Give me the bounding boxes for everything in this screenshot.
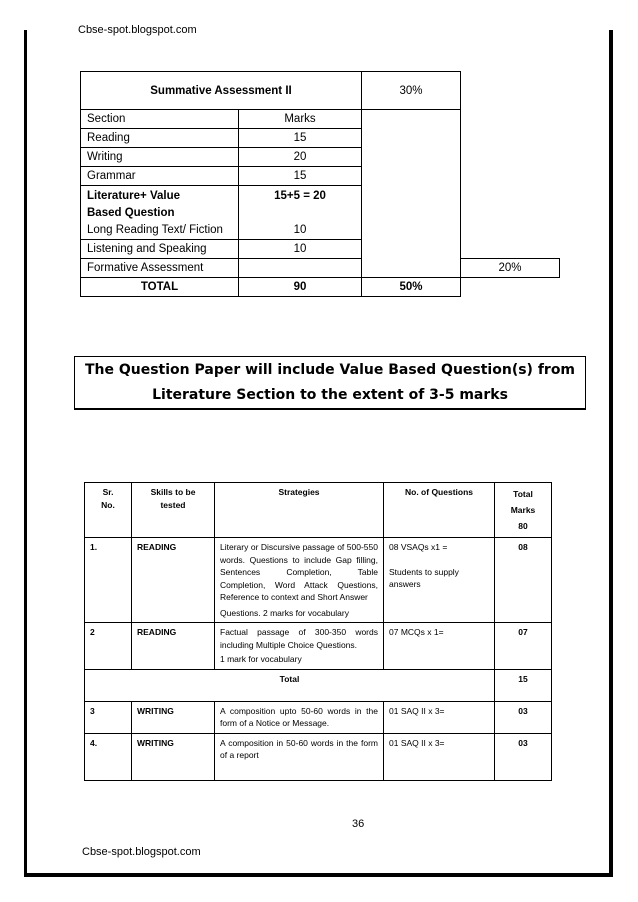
- num-questions-cell: 07 MCQs x 1=: [384, 623, 495, 670]
- total-marks: 90: [239, 278, 362, 297]
- page-border-right: [609, 30, 613, 876]
- table-row: [81, 148, 560, 167]
- table-row: [85, 701, 552, 733]
- skill-cell: READING: [132, 538, 215, 623]
- strategy-text-2: 1 mark for vocabulary: [220, 654, 302, 664]
- long-reading-marks: 10: [293, 224, 307, 236]
- skill-cell: WRITING: [132, 733, 215, 780]
- header-strategies: Strategies: [215, 483, 384, 538]
- marks-cell: 10: [239, 240, 362, 259]
- header-total-line-1: Total: [513, 489, 533, 499]
- summative-title-percent: 30%: [362, 72, 461, 110]
- sr-cell: 2: [85, 623, 132, 670]
- num-questions-cell: 01 SAQ II x 3=: [384, 701, 495, 733]
- marks-cell: 15: [239, 167, 362, 186]
- section-cell: Reading: [81, 129, 239, 148]
- sr-cell: 4.: [85, 733, 132, 780]
- subtotal-marks: 15: [495, 669, 552, 701]
- value-note-line-1: The Question Paper will include Value Based Question(s) from: [84, 362, 576, 378]
- header-total-marks: [495, 483, 552, 538]
- marks-cell: 03: [495, 701, 552, 733]
- header-num-questions: No. of Questions: [384, 483, 495, 538]
- strategy-text: Factual passage of 300-350 words including Multiple Choice Questions.: [220, 627, 378, 650]
- header-skills-line-2: tested: [160, 499, 186, 510]
- marks-cell: 07: [495, 623, 552, 670]
- summative-title: Summative Assessment II: [81, 72, 362, 110]
- strategy-cell: A composition upto 50-60 words in the form of a Notice or Message.: [215, 701, 384, 733]
- total-label: TOTAL: [81, 278, 239, 297]
- formative-cell: Formative Assessment: [81, 259, 239, 278]
- summative-header-row: [81, 72, 560, 110]
- header-sr-no: [85, 483, 132, 538]
- question-table-header-row: [85, 483, 552, 538]
- column-header-marks: Marks: [239, 110, 362, 129]
- table-row: [81, 278, 560, 297]
- header-total-line-3: 80: [518, 521, 528, 531]
- table-row: [85, 669, 552, 701]
- page-border-left: [24, 30, 27, 876]
- num-questions-note: Students to supply answers: [389, 566, 459, 589]
- strategy-text-2: Questions. 2 marks for vocabulary: [220, 607, 349, 618]
- skill-cell: WRITING: [132, 701, 215, 733]
- table-row: [81, 110, 560, 129]
- page-border-bottom: [24, 873, 613, 877]
- header-skills-line-1: Skills to be: [150, 487, 196, 497]
- marks-cell: 20: [239, 148, 362, 167]
- formative-marks-cell: [239, 259, 362, 278]
- table-row: [81, 186, 560, 240]
- section-cell: Grammar: [81, 167, 239, 186]
- table-row: [85, 623, 552, 670]
- literature-section-cell: [81, 186, 239, 240]
- marks-cell: 03: [495, 733, 552, 780]
- strategy-text: Literary or Discursive passage of 500-550 words. Questions to include Gap filling, Sentences Completion, Table Completion, Word Attack Questions, Reference to context and Short Answer: [220, 542, 378, 602]
- literature-label-line-2: Based Question: [87, 207, 175, 219]
- table-row: [81, 167, 560, 186]
- formative-percent: 20%: [461, 259, 560, 278]
- table-row: [81, 240, 560, 259]
- column-header-section: Section: [81, 110, 239, 129]
- marks-cell: 15: [239, 129, 362, 148]
- literature-label-line-1: Literature+ Value: [87, 190, 180, 202]
- header-skills: [132, 483, 215, 538]
- section-cell: Writing: [81, 148, 239, 167]
- sr-cell: 1.: [85, 538, 132, 623]
- literature-marks-cell: [239, 186, 362, 240]
- header-sr-line-1: Sr.: [102, 487, 114, 497]
- footer-site-url: Cbse-spot.blogspot.com: [82, 846, 201, 858]
- strategy-cell: [215, 623, 384, 670]
- table-row: [81, 129, 560, 148]
- question-paper-table: [84, 482, 552, 781]
- summative-assessment-table: [80, 71, 560, 297]
- long-reading-label: Long Reading Text/ Fiction: [87, 224, 223, 236]
- subtotal-label: Total: [85, 669, 495, 701]
- header-total-line-2: Marks: [510, 505, 536, 515]
- sr-cell: 3: [85, 701, 132, 733]
- num-questions-cell: [384, 538, 495, 623]
- strategy-cell: A composition in 50-60 words in the form of a report: [215, 733, 384, 780]
- value-note-line-2: Literature Section to the extent of 3-5 marks: [152, 387, 508, 403]
- value-based-note: [74, 356, 586, 410]
- table-row: [85, 538, 552, 623]
- strategy-cell: [215, 538, 384, 623]
- table-row: [85, 733, 552, 780]
- header-site-url: Cbse-spot.blogspot.com: [78, 24, 197, 36]
- header-sr-line-2: No.: [101, 499, 115, 510]
- num-questions-text: 08 VSAQs x1 =: [389, 542, 448, 552]
- table-row: [81, 259, 560, 278]
- page-number: 36: [352, 818, 365, 830]
- marks-cell: 08: [495, 538, 552, 623]
- skill-cell: READING: [132, 623, 215, 670]
- total-percent: 50%: [362, 278, 461, 297]
- empty-weight-cell: [362, 110, 461, 278]
- literature-marks: 15+5 = 20: [274, 190, 326, 202]
- section-cell: Listening and Speaking: [81, 240, 239, 259]
- num-questions-cell: 01 SAQ II x 3=: [384, 733, 495, 780]
